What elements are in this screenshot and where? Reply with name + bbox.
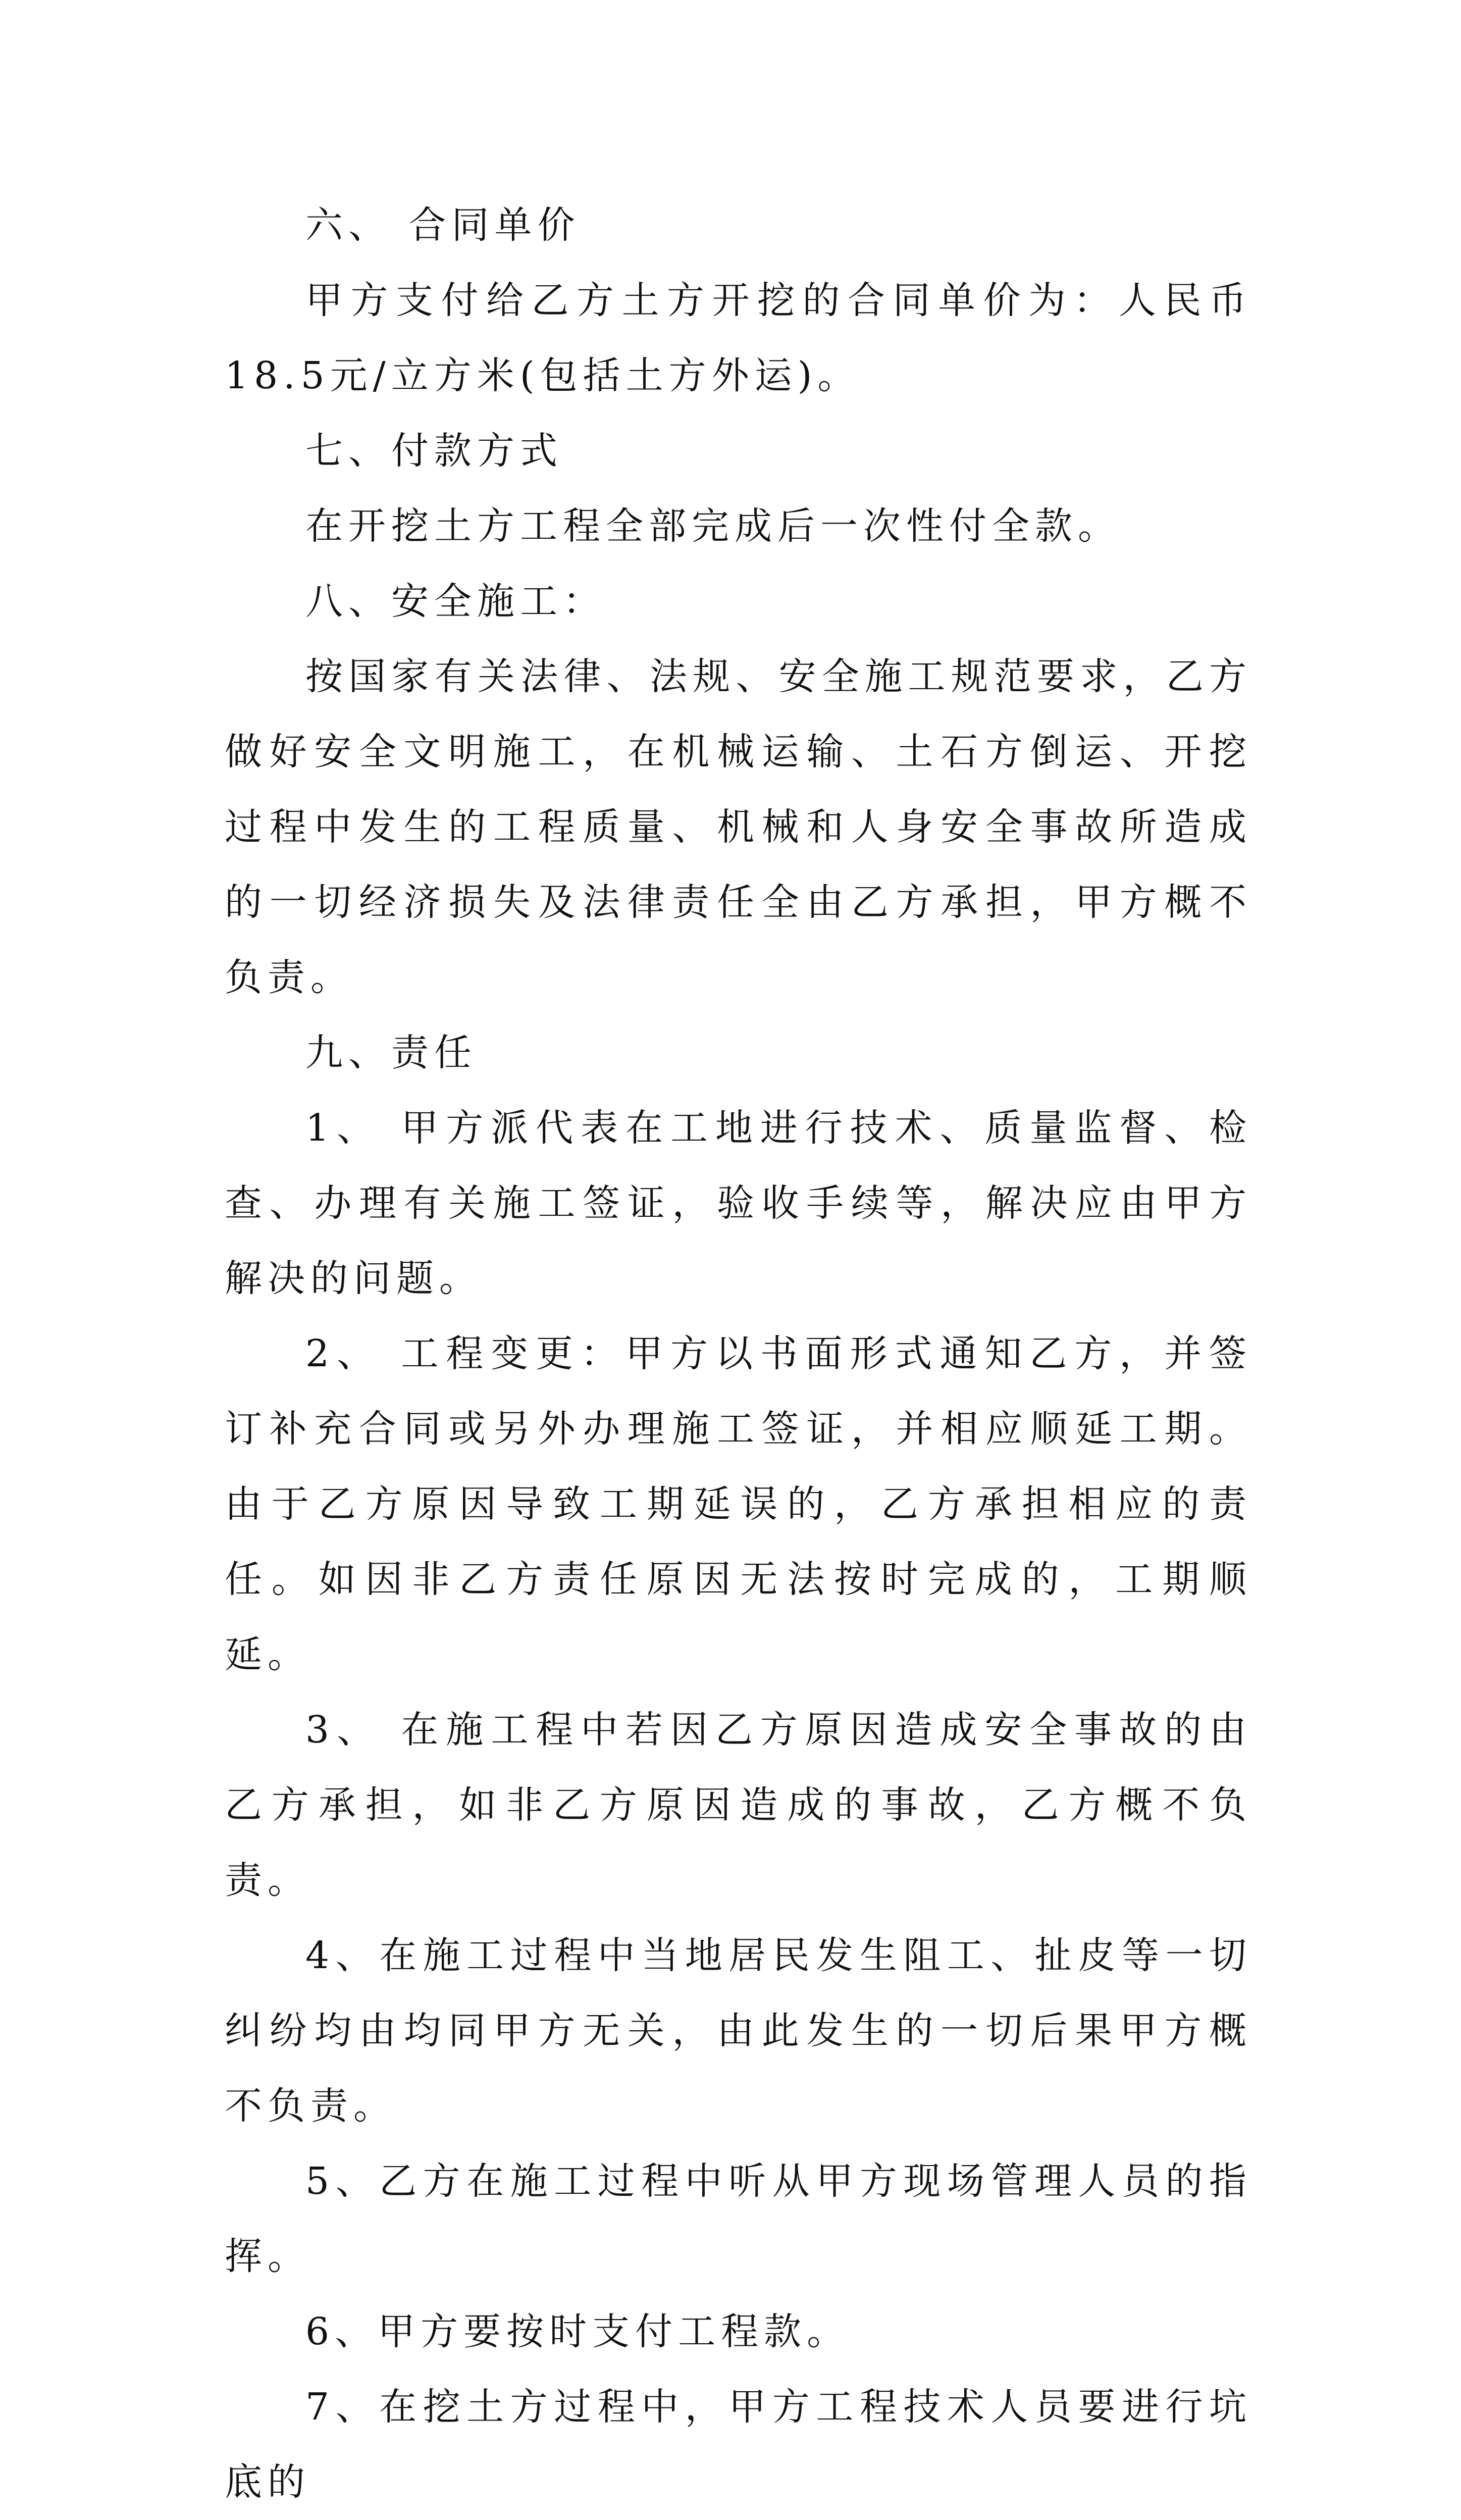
section-heading-responsibility: 九、责任 [305, 1031, 477, 1074]
section-heading-payment: 七、付款方式 [305, 429, 563, 473]
paragraph-safety: 按国家有关法律、法规、安全施工规范要求，乙方做好安全文明施工，在机械运输、土石方倒运、开挖过程中发生的工程质量、机械和人身安全事故所造成的一切经济损失及法律责任全由乙方承担，甲方概不负责。 [225, 655, 1252, 999]
paragraph-unit-price: 甲方支付给乙方土方开挖的合同单价为：人民币18.5元/立方米(包括土方外运)。 [225, 279, 1252, 397]
section-heading-unit-price: 六、 合同单价 [305, 203, 581, 247]
document-body [225, 188, 1252, 2520]
list-item-responsibility-3: 3、 在施工程中若因乙方原因造成安全事故的由乙方承担，如非乙方原因造成的事故，乙方概不负责。 [225, 1708, 1252, 1902]
list-item-responsibility-1: 1、 甲方派代表在工地进行技术、质量监督、检查、办理有关施工签证，验收手续等，解决应由甲方解决的问题。 [225, 1106, 1252, 1300]
list-item-responsibility-2: 2、 工程变更：甲方以书面形式通知乙方，并签订补充合同或另外办理施工签证，并相应顺延工期。由于乙方原因导致工期延误的，乙方承担相应的责任。如因非乙方责任原因无法按时完成的，工期顺延。 [225, 1332, 1252, 1676]
list-item-responsibility-6: 6、甲方要按时支付工程款。 [305, 2310, 850, 2353]
list-item-responsibility-4: 4、在施工过程中当地居民发生阻工、扯皮等一切纠纷均由均同甲方无关，由此发生的一切后果甲方概不负责。 [225, 1934, 1252, 2128]
paragraph-payment: 在开挖土方工程全部完成后一次性付全款。 [305, 504, 1121, 548]
list-item-responsibility-7: 7、在挖土方过程中，甲方工程技术人员要进行坑底的 [225, 2385, 1252, 2504]
section-heading-safety: 八、安全施工： [305, 580, 606, 623]
list-item-responsibility-5: 5、乙方在施工过程中听从甲方现场管理人员的指挥。 [225, 2159, 1252, 2278]
